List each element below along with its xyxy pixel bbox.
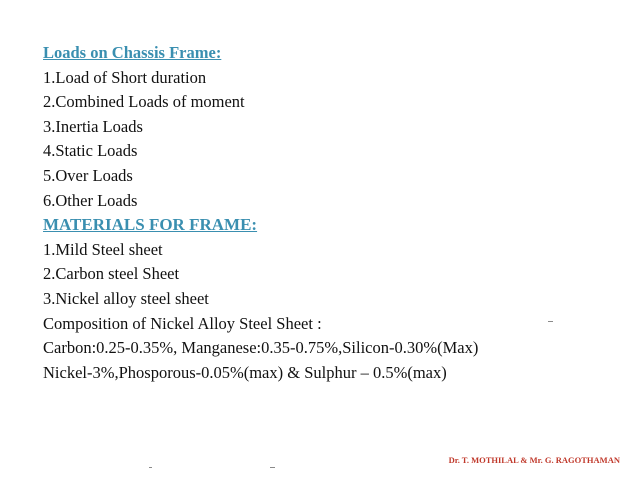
materials-item: 3.Nickel alloy steel sheet [43, 288, 209, 308]
author-credit: Dr. T. MOTHILAL & Mr. G. RAGOTHAMAN [448, 455, 620, 465]
loads-item: 2.Combined Loads of moment [43, 92, 245, 112]
loads-item: 5.Over Loads [43, 165, 133, 185]
composition-line: Carbon:0.25-0.35%, Manganese:0.35-0.75%,Silicon-0.30%(Max) [43, 338, 479, 358]
materials-heading: MATERIALS FOR FRAME: [43, 215, 258, 235]
slide-content [43, 41, 633, 385]
materials-item: 1.Mild Steel sheet [43, 239, 163, 259]
decorative-dash [149, 467, 152, 468]
loads-heading: Loads on Chassis Frame: [43, 43, 222, 62]
materials-item: 2.Carbon steel Sheet [43, 264, 180, 284]
composition-title: Composition of Nickel Alloy Steel Sheet : [43, 313, 322, 333]
loads-item: 3.Inertia Loads [43, 116, 143, 136]
loads-item: 6.Other Loads [43, 190, 138, 210]
loads-item: 1.Load of Short duration [43, 67, 207, 87]
decorative-dash [548, 321, 553, 322]
loads-item: 4.Static Loads [43, 141, 138, 161]
composition-line: Nickel-3%,Phosporous-0.05%(max) & Sulphur – 0.5%(max) [43, 362, 447, 382]
decorative-dash [270, 467, 275, 468]
